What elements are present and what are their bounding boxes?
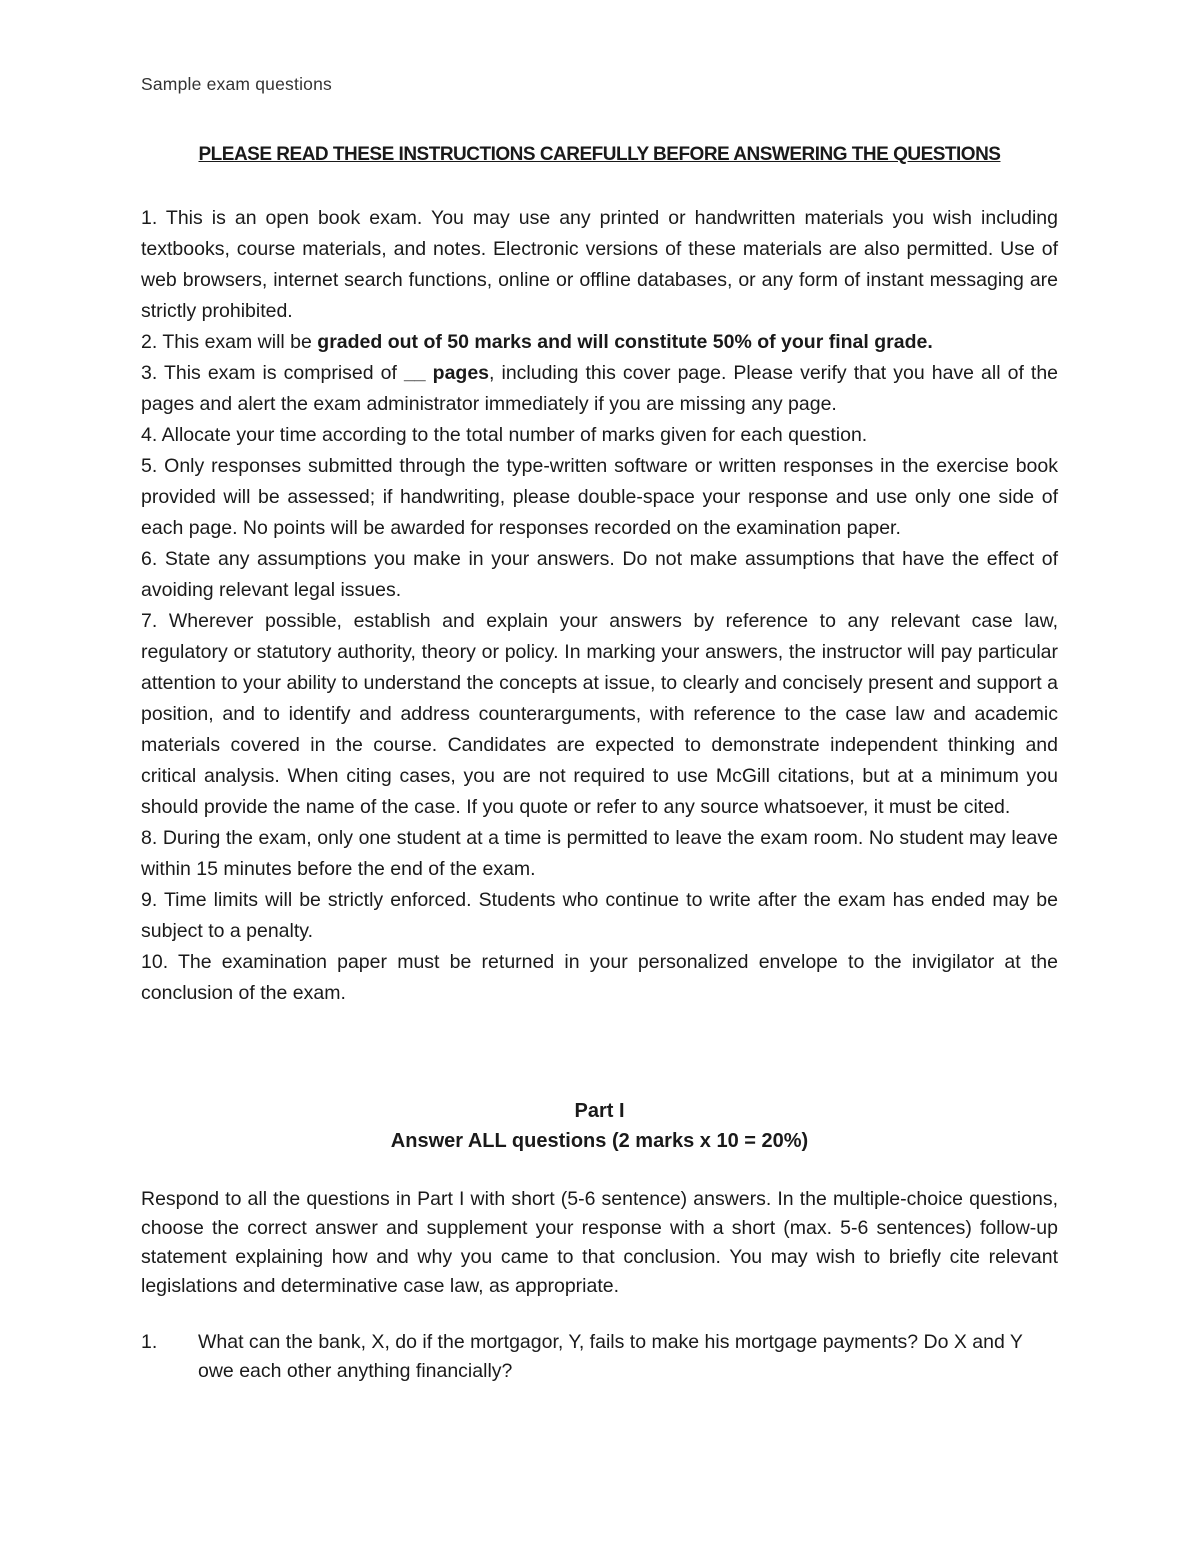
instruction-item-7: 7. Wherever possible, establish and explain your answers by reference to any relevant case law, regulatory or statutory authority, theory or policy. In marking your answers, the instructor will pay particular attention to your ability to understand the concepts at issue, to clearly and concisely present and support a position, and to identify and address counterarguments, with reference to the case law and academic materials covered in the course. Candidates are expected to demonstrate independent thinking and critical analysis. When citing cases, you are not required to use McGill citations, but at a minimum you should provide the name of the case. If you quote or refer to any source whatsoever, it must be cited. [141,610,1058,818]
part-subtitle: Answer ALL questions (2 marks x 10 = 20%) [390,1130,809,1152]
part-intro: Respond to all the questions in Part I with short (5-6 sentence) answers. In the multiple-choice questions, choose the correct answer and supplement your response with a short (max. 5-6 sentences) follow-up statement explaining how and why you came to that conclusion. You may wish to briefly cite relevant legislations and determinative case law, as appropriate. [141,1188,1058,1297]
part-title: Part I [574,1100,625,1122]
instruction-item-3 [141,358,1058,420]
instructions-heading: PLEASE READ THESE INSTRUCTIONS CAREFULLY BEFORE ANSWERING THE QUESTIONS [198,144,1001,165]
instruction-item-4: 4. Allocate your time according to the total number of marks given for each question. [141,424,868,446]
instructions-list [141,203,1058,1009]
question-text: What can the bank, X, do if the mortgagor, Y, fails to make his mortgage payments? Do X and Y owe each other anything financially? [198,1331,1023,1382]
instruction-item-1: 1. This is an open book exam. You may use any printed or handwritten materials you wish including textbooks, course materials, and notes. Electronic versions of these materials are also permitted. Use of web browsers, internet search functions, online or offline databases, or any form of instant messaging are strictly prohibited. [141,207,1058,322]
instruction-item-2 [141,327,1058,358]
running-header: Sample exam questions [141,74,332,94]
instruction-item-9: 9. Time limits will be strictly enforced. Students who continue to write after the exam has ended may be subject to a penalty. [141,889,1058,942]
instruction-item-10: 10. The examination paper must be returned in your personalized envelope to the invigilator at the conclusion of the exam. [141,951,1058,1004]
question-number: 1. [141,1331,158,1353]
instruction-item-5: 5. Only responses submitted through the type-written software or written responses in the exercise book provided will be assessed; if handwriting, please double-space your response and use only one side of each page. No points will be awarded for responses recorded on the examination paper. [141,455,1058,539]
instruction-item-3-tail: , including this cover page. Please verify that you have all of the pages and alert the exam administrator immediately if you are missing any page. [141,362,1059,415]
instruction-item-3-emphasis: __ pages [403,362,490,384]
question-item [141,1328,1058,1386]
instruction-item-2-lead: 2. This exam will be [141,331,318,353]
instruction-item-3-lead: 3. This exam is comprised of [141,362,404,384]
instruction-item-6: 6. State any assumptions you make in your answers. Do not make assumptions that have the effect of avoiding relevant legal issues. [141,548,1058,601]
instruction-item-8: 8. During the exam, only one student at a time is permitted to leave the exam room. No student may leave within 15 minutes before the end of the exam. [141,827,1058,880]
part-heading [141,1096,1058,1156]
instruction-item-2-emphasis: graded out of 50 marks and will constitute 50% of your final grade. [317,331,933,353]
